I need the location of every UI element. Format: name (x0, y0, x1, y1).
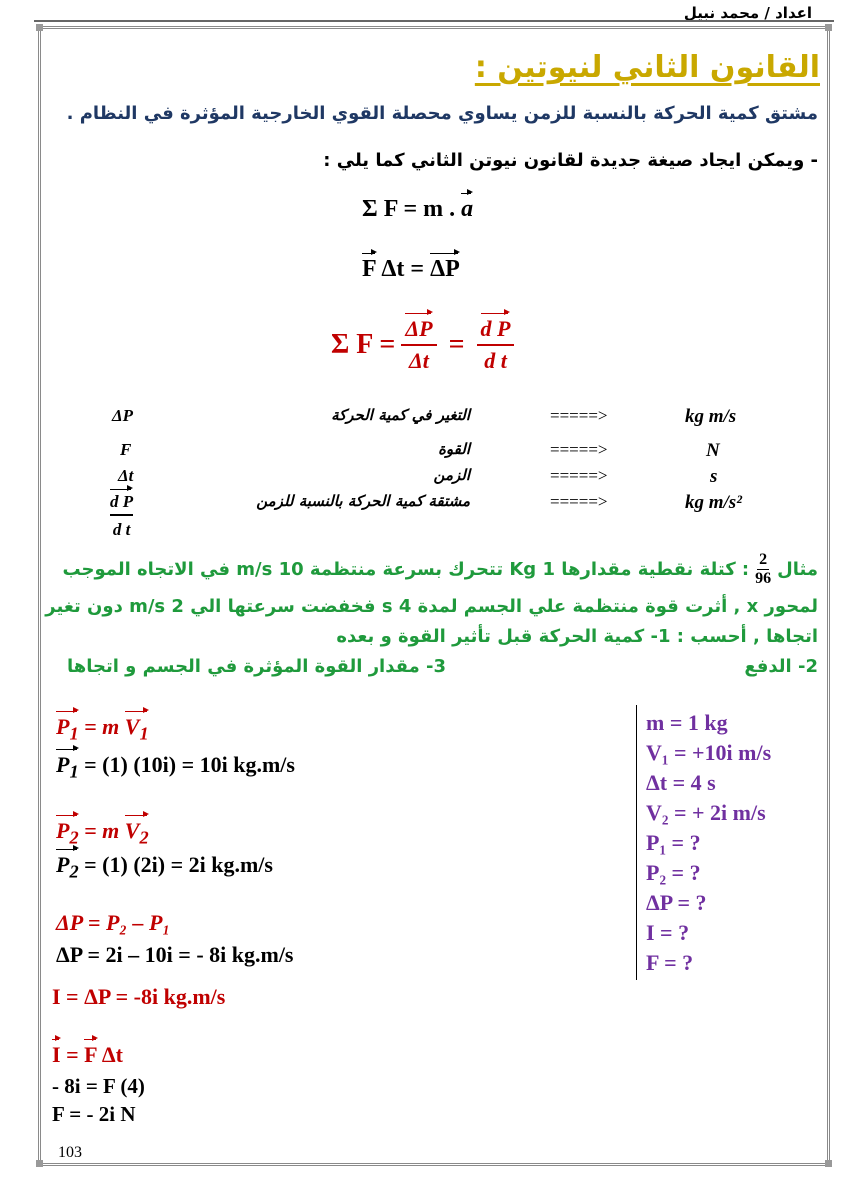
header-rule (34, 20, 834, 22)
p2-definition (56, 818, 149, 848)
eq3-num1: ΔP (405, 316, 433, 341)
p2-eq-m: = m (78, 818, 125, 843)
table-symbol: Δt (118, 466, 134, 485)
table-unit: s (710, 466, 718, 487)
table-desc: التغير في كمية الحركة (331, 406, 470, 424)
vector-F-impulse: F (84, 1042, 98, 1067)
example-fraction (755, 551, 771, 588)
table-symbol: ΔP (112, 406, 134, 425)
eq3-den2: d t (484, 348, 507, 373)
example-line-4a: 2- الدفع (744, 656, 818, 677)
example-frac-den: 96 (755, 570, 772, 587)
example-line-2: لمحور x , أثرت قوة منتظمة علي الجسم لمدة 4 s فخفضت سرعتها الي 2 m/s دون تغير (45, 596, 818, 617)
impulse-result (52, 984, 225, 1010)
vector-dP: ΔP (430, 256, 460, 282)
border-corner (825, 1160, 832, 1167)
dp-calculation: ΔP = 2i – 10i = - 8i kg.m/s (56, 942, 294, 967)
impulse-dt: Δt (97, 1042, 123, 1067)
table-desc: القوة (438, 440, 470, 458)
given-item: V₂ = + 2i m/s (646, 800, 766, 825)
fraction-derivative (477, 316, 515, 374)
example-text-1: : كتلة نقطية مقدارها 1 Kg تتحرك بسرعة منتظمة 10 m/s في الاتجاه الموجب (62, 559, 750, 580)
given-item: I = ? (646, 920, 690, 945)
vector-I: I (52, 1042, 61, 1067)
given-item: P₁ = ? (646, 830, 701, 855)
dp-definition: ΔP = P₂ – P₁ (56, 910, 171, 935)
table-symbol-fraction (110, 492, 133, 540)
table-symbol: F (120, 440, 132, 459)
table-symbol-den: d t (112, 520, 131, 539)
table-unit: kg m/s (685, 406, 737, 427)
vector-V1: $V_1$ (124, 714, 149, 744)
vector-a: a (461, 196, 474, 222)
impulse-text: I = ΔP = -8i kg.m/s (52, 984, 226, 1009)
example-line-1 (62, 551, 818, 588)
impulse-eq-sign: = (60, 1042, 85, 1067)
equation-newton-basic (362, 196, 473, 223)
equation-momentum-derivative (331, 316, 520, 374)
p2-calculation (56, 852, 273, 882)
page-number: 103 (58, 1144, 82, 1161)
intro-text: - ويمكن ايجاد صيغة جديدة لقانون نيوتن الثاني كما يلي : (323, 150, 818, 171)
force-equation: - 8i = F (4) (52, 1074, 145, 1098)
p1-definition (56, 714, 149, 744)
given-divider (636, 705, 637, 980)
given-item: V₁ = +10i m/s (646, 740, 772, 765)
p1-eq-m: = m (78, 714, 125, 739)
eq3-sum: Σ F = (331, 329, 396, 360)
vector-V2: $V_2$ (124, 818, 149, 848)
given-item: ΔP = ? (646, 890, 707, 915)
table-row (0, 440, 862, 464)
table-arrow: =====> (550, 466, 608, 485)
eq3-equals: = (448, 329, 465, 360)
border-corner (36, 1160, 43, 1167)
table-row (0, 492, 862, 552)
table-unit: kg m/s² (685, 492, 742, 513)
given-item: F = ? (646, 950, 694, 975)
example-line-3: اتجاها , أحسب : 1- كمية الحركة قبل تأثير القوة و بعده (336, 626, 818, 647)
table-arrow: =====> (550, 406, 608, 425)
eq1-text: Σ F = m . (362, 196, 462, 222)
table-unit: N (706, 440, 720, 461)
eq3-den1: Δt (408, 348, 429, 373)
impulse-vector-eq (52, 1042, 123, 1068)
force-result: F = - 2i N (52, 1102, 136, 1126)
eq3-num2: d P (480, 316, 511, 341)
example-frac-num: 2 (759, 551, 768, 568)
p2-calc-text: = (1) (2i) = 2i kg.m/s (78, 852, 273, 877)
vector-P1: $P_1$ (56, 752, 79, 782)
given-item: m = 1 kg (646, 710, 728, 735)
table-desc: مشتقة كمية الحركة بالنسبة للزمن (256, 492, 470, 510)
border-corner (825, 24, 832, 31)
table-arrow: =====> (550, 492, 608, 511)
author-credit: اعداد / محمد نبيل (683, 4, 812, 22)
law-definition: مشتق كمية الحركة بالنسبة للزمن يساوي محصلة القوي الخارجية المؤثرة في النظام . (66, 103, 818, 124)
given-item: Δt = 4 s (646, 770, 716, 795)
fraction-dP-dt (401, 316, 436, 374)
vector-F: F (362, 256, 377, 282)
vector-P2: $P_2$ (56, 852, 79, 882)
table-desc: الزمن (433, 466, 470, 484)
p1-calculation (56, 752, 295, 782)
table-symbol-num: d P (110, 492, 134, 511)
table-arrow: =====> (550, 440, 608, 459)
vector-P2: $P_2$ (56, 818, 79, 848)
section-title: القانون الثاني لنيوتين : (474, 50, 820, 85)
vector-P1: $P_1$ (56, 714, 79, 744)
given-item: P₂ = ? (646, 860, 701, 885)
border-corner (36, 24, 43, 31)
table-row (0, 406, 862, 430)
example-label: مثال (777, 559, 818, 580)
eq2-dt: Δt = (376, 256, 431, 282)
p1-calc-text: = (1) (10i) = 10i kg.m/s (78, 752, 295, 777)
example-line-4b: 3- مقدار القوة المؤثرة في الجسم و اتجاها (67, 656, 446, 677)
equation-impulse (362, 256, 460, 283)
